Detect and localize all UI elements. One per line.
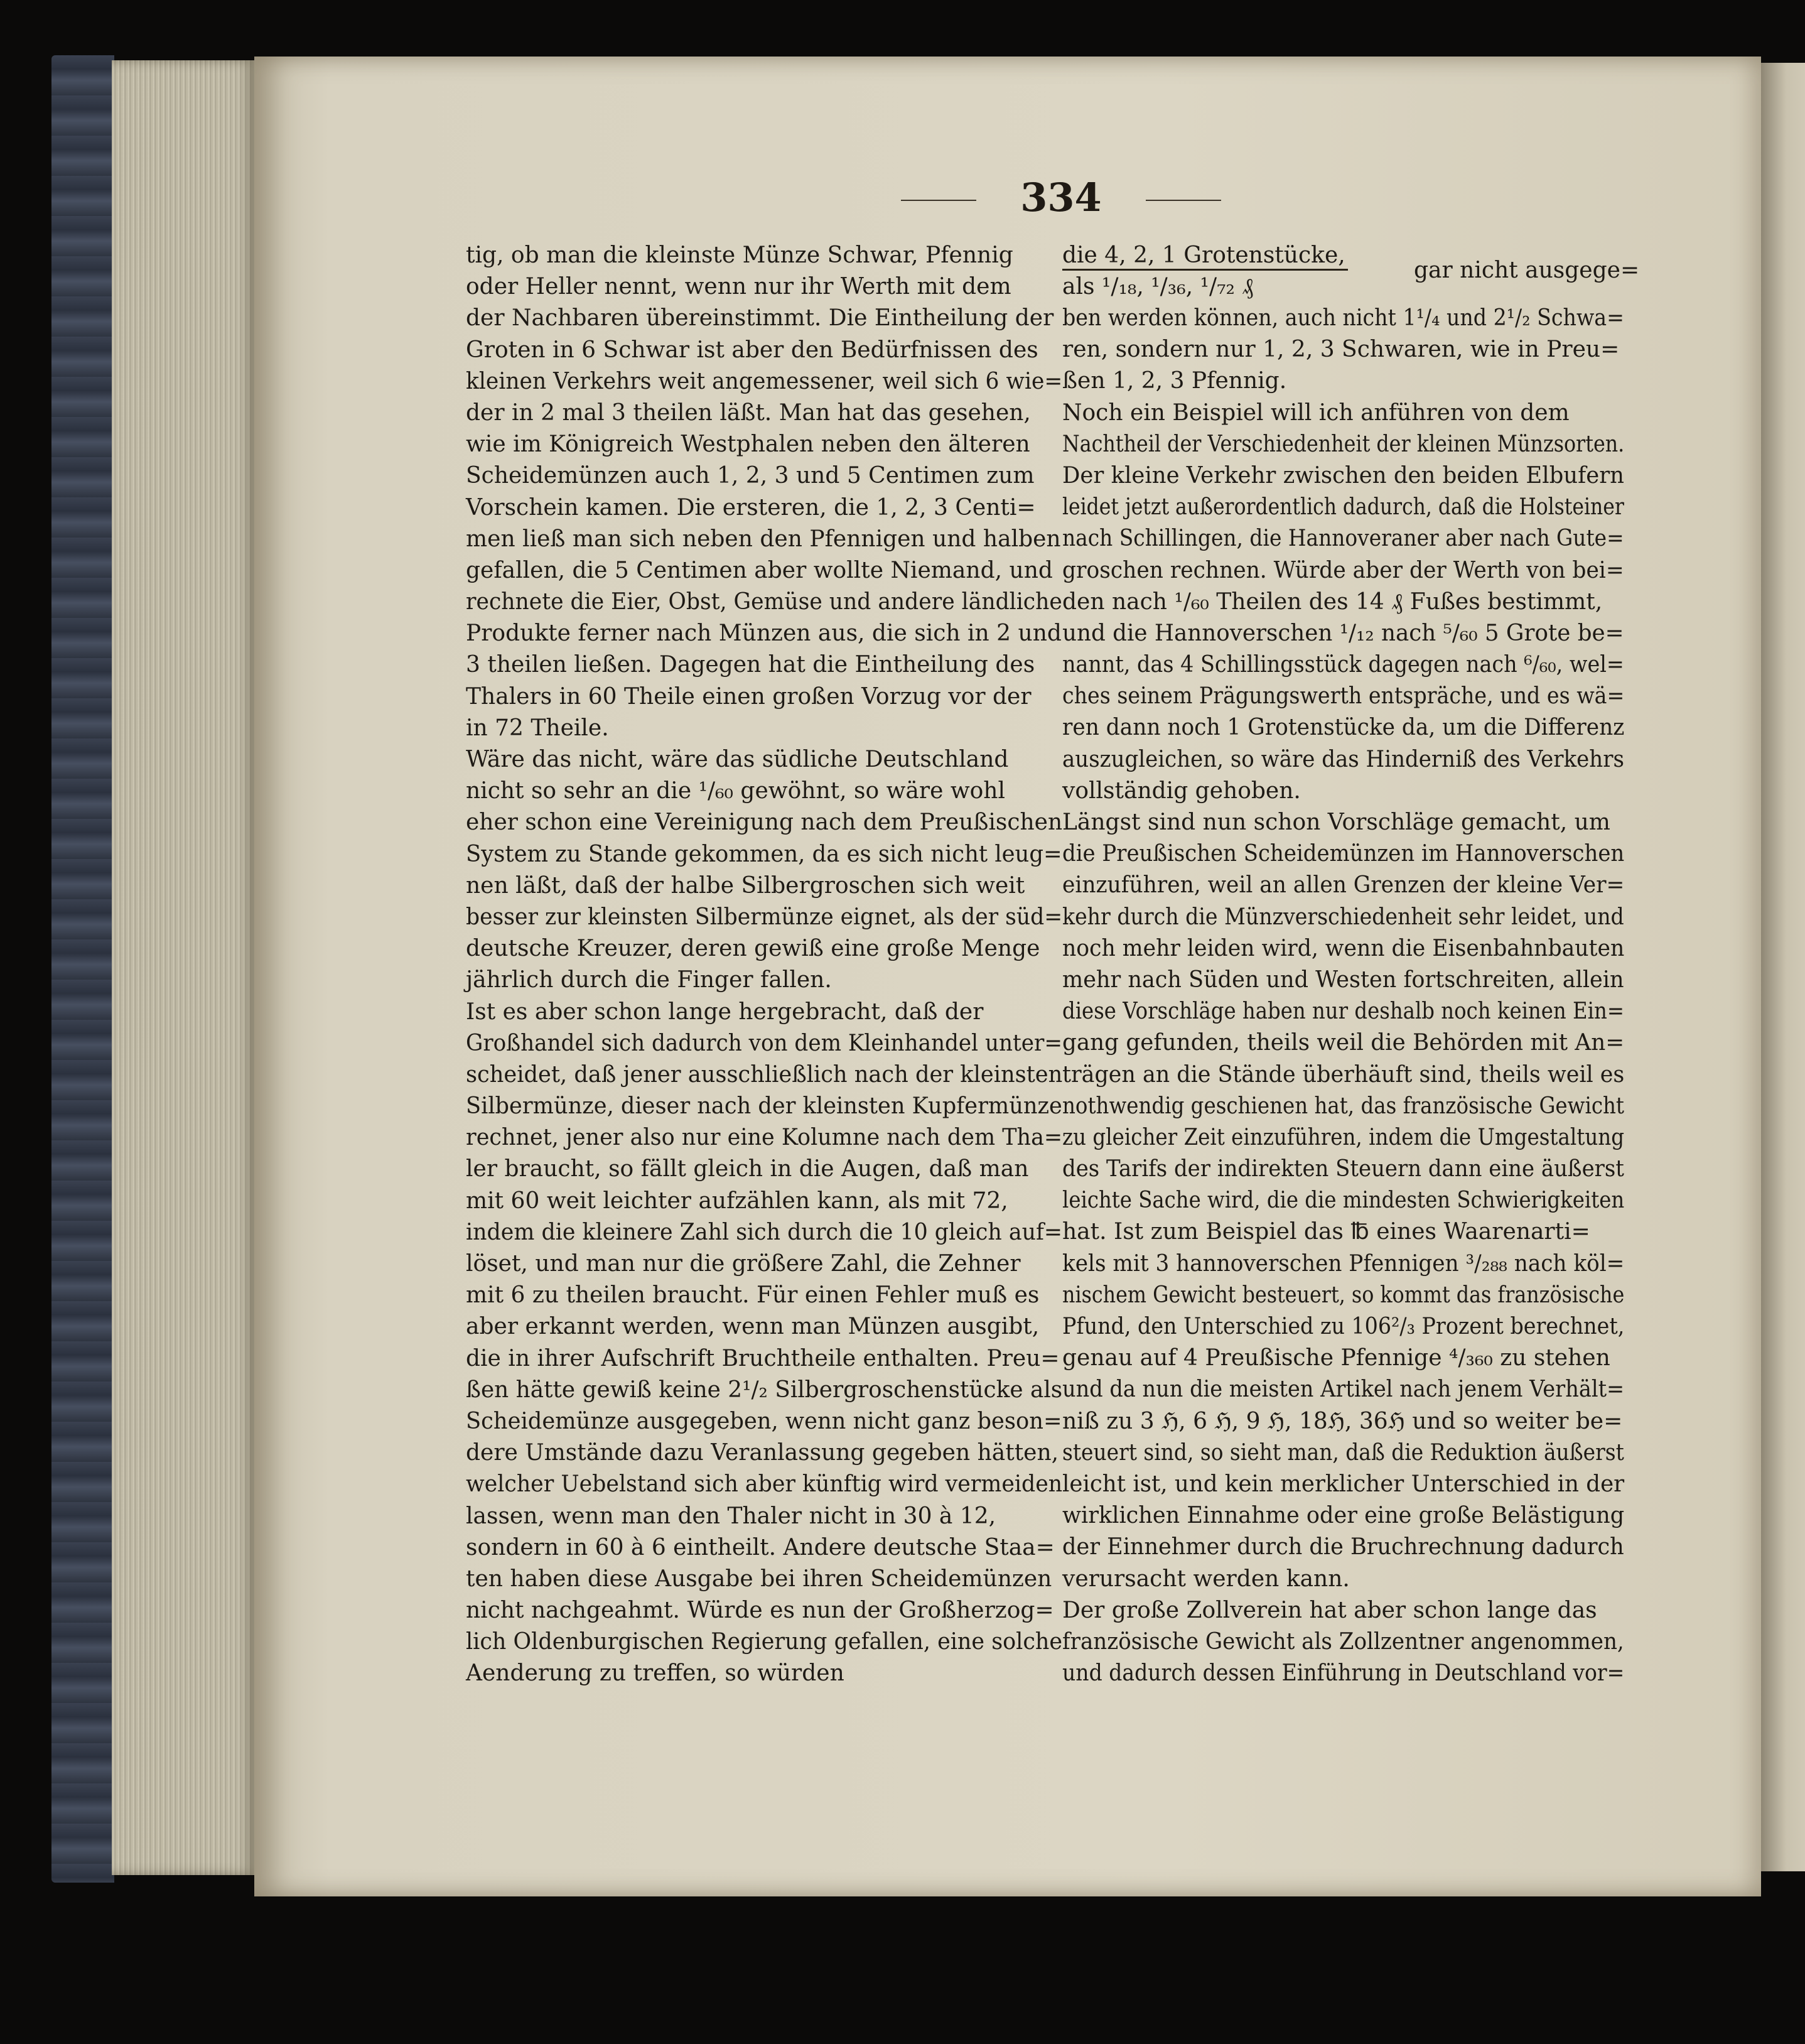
text-line: dere Umstände dazu Veranlassung gegeben hätten, xyxy=(466,1440,1059,1466)
text-line: Großhandel sich dadurch von dem Kleinhandel unter= xyxy=(466,1030,1062,1056)
fraction-numerator: die 4, 2, 1 Grotenstücke, xyxy=(1062,242,1345,268)
text-line: einzuführen, weil an allen Grenzen der kleine Ver= xyxy=(1062,872,1625,899)
text-line: die in ihrer Aufschrift Bruchtheile enthalten. Preu= xyxy=(466,1345,1060,1371)
text-line: nen läßt, daß der halbe Silbergroschen sich weit xyxy=(466,872,1025,899)
text-line: men ließ man sich neben den Pfennigen und halben xyxy=(466,526,1061,552)
text-line: oder Heller nennt, wenn nur ihr Werth mit dem xyxy=(466,274,1011,300)
text-line: leidet jetzt außerordentlich dadurch, daß die Holsteiner xyxy=(1062,494,1624,521)
header-rule-right xyxy=(1146,200,1221,201)
text-line: und da nun die meisten Artikel nach jenem Verhält= xyxy=(1062,1376,1625,1403)
text-line: nach Schillingen, die Hannoveraner aber nach Gute= xyxy=(1062,526,1624,552)
text-line: nischem Gewicht besteuert, so kommt das französische xyxy=(1062,1282,1625,1308)
right-column-lines xyxy=(1062,303,1624,1689)
text-line: Scheidemünze ausgegeben, wenn nicht ganz beson= xyxy=(466,1408,1062,1434)
fraction-tail-text: gar nicht ausgege= xyxy=(1414,257,1640,283)
text-line: rechnete die Eier, Obst, Gemüse und andere ländliche xyxy=(466,589,1062,615)
text-line: wirklichen Einnahme oder eine große Belästigung xyxy=(1062,1503,1625,1529)
fraction-bar xyxy=(1062,269,1348,271)
text-line: Nachtheil der Verschiedenheit der kleinen Münzsorten. xyxy=(1062,431,1625,457)
text-line: nannt, das 4 Schillingsstück dagegen nach ⁶/₆₀, wel= xyxy=(1062,652,1624,678)
text-line: diese Vorschläge haben nur deshalb noch keinen Ein= xyxy=(1062,998,1624,1025)
text-line: ren dann noch 1 Grotenstücke da, um die Differenz xyxy=(1062,715,1625,741)
text-line: groschen rechnen. Würde aber der Werth von bei= xyxy=(1062,557,1624,583)
coin-fraction-expression xyxy=(1062,240,1640,303)
text-line: löset, und man nur die größere Zahl, die Zehner xyxy=(466,1251,1021,1277)
text-line: tig, ob man die kleinste Münze Schwar, Pfennig xyxy=(466,242,1013,268)
text-line: nothwendig geschienen hat, das französische Gewicht xyxy=(1062,1093,1624,1119)
text-line: nicht nachgeahmt. Würde es nun der Großherzog= xyxy=(466,1598,1054,1624)
text-line: ches seinem Prägungswerth entspräche, und es wä= xyxy=(1062,683,1625,710)
text-line: verursacht werden kann. xyxy=(1062,1565,1350,1592)
text-line: Pfund, den Unterschied zu 106²/₃ Prozent berechnet, xyxy=(1062,1314,1625,1339)
text-line: Silbermünze, dieser nach der kleinsten Kupfermünze xyxy=(466,1093,1062,1120)
text-line: mehr nach Süden und Westen fortschreiten, allein xyxy=(1062,966,1624,993)
text-line: besser zur kleinsten Silbermünze eignet, als der süd= xyxy=(466,904,1063,930)
text-line: kehr durch die Münzverschiedenheit sehr leidet, und xyxy=(1062,904,1624,930)
text-line: zu gleicher Zeit einzuführen, indem die Umgestaltung xyxy=(1062,1124,1625,1150)
text-line: gang gefunden, theils weil die Behörden mit An= xyxy=(1062,1030,1625,1056)
text-line: Noch ein Beispiel will ich anführen von dem xyxy=(1062,399,1570,426)
text-line: System zu Stande gekommen, da es sich nicht leug= xyxy=(466,841,1062,867)
text-line: indem die kleinere Zahl sich durch die 10 gleich auf= xyxy=(466,1219,1063,1245)
text-line: nicht so sehr an die ¹/₆₀ gewöhnt, so wäre wohl xyxy=(466,778,1006,804)
text-line: steuert sind, so sieht man, daß die Reduktion äußerst xyxy=(1062,1439,1624,1466)
text-line: leichte Sache wird, die die mindesten Schwierigkeiten xyxy=(1062,1187,1625,1214)
text-line: Scheidemünzen auch 1, 2, 3 und 5 Centimen zum xyxy=(466,463,1035,489)
text-line: der Nachbaren übereinstimmt. Die Eintheilung der xyxy=(466,305,1054,332)
text-line: 3 theilen ließen. Dagegen hat die Eintheilung des xyxy=(466,652,1035,678)
text-line: sondern in 60 à 6 eintheilt. Andere deutsche Staa= xyxy=(466,1534,1055,1560)
text-line: Aenderung zu treffen, so würden xyxy=(466,1660,844,1687)
text-line: mit 60 weit leichter aufzählen kann, als mit 72, xyxy=(466,1187,1008,1214)
text-line: kleinen Verkehrs weit angemessener, weil sich 6 wie= xyxy=(466,368,1063,394)
text-line: den nach ¹/₆₀ Theilen des 14 ₰ Fußes bestimmt, xyxy=(1062,588,1603,615)
page-stack-edges xyxy=(112,60,257,1875)
text-line: und dadurch dessen Einführung in Deutschland vor= xyxy=(1062,1660,1625,1687)
text-line: ßen hätte gewiß keine 2¹/₂ Silbergroschenstücke als xyxy=(466,1376,1063,1403)
text-line: Vorschein kamen. Die ersteren, die 1, 2, 3 Centi= xyxy=(466,494,1036,521)
text-line: leicht ist, und kein merklicher Unterschied in der xyxy=(1062,1471,1625,1497)
text-line: Produkte ferner nach Münzen aus, die sich in 2 und xyxy=(466,620,1062,647)
text-line: eher schon eine Vereinigung nach dem Preußischen xyxy=(466,809,1063,836)
text-line: der Einnehmer durch die Bruchrechnung dadurch xyxy=(1062,1534,1624,1560)
text-line: rechnet, jener also nur eine Kolumne nach dem Tha= xyxy=(466,1125,1063,1151)
text-line: ler braucht, so fällt gleich in die Augen, daß man xyxy=(466,1156,1029,1182)
text-line: ren, sondern nur 1, 2, 3 Schwaren, wie in Preu= xyxy=(1062,337,1620,363)
text-line: auszugleichen, so wäre das Hinderniß des Verkehrs xyxy=(1062,746,1624,772)
text-line: trägen an die Stände überhäuft sind, theils weil es xyxy=(1062,1061,1625,1088)
text-line: Wäre das nicht, wäre das südliche Deutschland xyxy=(466,747,1009,772)
text-line: vollständig gehoben. xyxy=(1062,777,1301,804)
text-line: lassen, wenn man den Thaler nicht in 30 à 12, xyxy=(466,1503,996,1529)
left-text-column xyxy=(466,240,1062,1690)
text-line: Längst sind nun schon Vorschläge gemacht, um xyxy=(1062,809,1610,835)
text-line: deutsche Kreuzer, deren gewiß eine große Menge xyxy=(466,936,1040,962)
fraction-denominator: als ¹/₁₈, ¹/₃₆, ¹/₇₂ ₰ xyxy=(1062,274,1254,300)
text-line: jährlich durch die Finger fallen. xyxy=(466,967,832,993)
page-header xyxy=(898,175,1224,225)
text-line: Groten in 6 Schwar ist aber den Bedürfnissen des xyxy=(466,337,1038,363)
text-line: scheidet, daß jener ausschließlich nach der kleinsten xyxy=(466,1061,1063,1088)
text-line: ßen 1, 2, 3 Pfennig. xyxy=(1062,368,1287,394)
text-line: Der große Zollverein hat aber schon lange das xyxy=(1062,1597,1597,1623)
text-line: lich Oldenburgischen Regierung gefallen, eine solche xyxy=(466,1629,1063,1655)
text-line: ben werden können, auch nicht 1¹/₄ und 2¹/₂ Schwa= xyxy=(1062,305,1624,331)
text-line: aber erkannt werden, wenn man Münzen ausgibt, xyxy=(466,1314,1040,1340)
text-line: die Preußischen Scheidemünzen im Hannoverschen xyxy=(1062,841,1625,867)
text-line: Ist es aber schon lange hergebracht, daß der xyxy=(466,998,984,1025)
text-line: kels mit 3 hannoverschen Pfennigen ³/₂₈₈ nach köl= xyxy=(1062,1250,1625,1277)
text-line: der in 2 mal 3 theilen läßt. Man hat das gesehen, xyxy=(466,399,1031,426)
text-line: Der kleine Verkehr zwischen den beiden Elbufern xyxy=(1062,462,1624,489)
facing-page-edge xyxy=(1761,63,1805,1871)
text-line: und die Hannoverschen ¹/₁₂ nach ⁵/₆₀ 5 Grote be= xyxy=(1062,620,1624,646)
text-line: ten haben diese Ausgabe bei ihren Scheidemünzen xyxy=(466,1565,1052,1592)
text-line: gefallen, die 5 Centimen aber wollte Niemand, und xyxy=(466,557,1053,583)
text-line: niß zu 3 ℌ, 6 ℌ, 9 ℌ, 18ℌ, 36ℌ und so weiter be= xyxy=(1062,1408,1623,1434)
text-line: des Tarifs der indirekten Steuern dann eine äußerst xyxy=(1062,1156,1624,1182)
text-line: noch mehr leiden wird, wenn die Eisenbahnbauten xyxy=(1062,935,1625,961)
page-number: 334 xyxy=(1020,175,1102,220)
text-line: genau auf 4 Preußische Pfennige ⁴/₃₆₀ zu stehen xyxy=(1062,1345,1610,1371)
text-line: französische Gewicht als Zollzentner angenommen, xyxy=(1062,1628,1624,1655)
right-text-column xyxy=(1062,240,1640,1689)
text-line: in 72 Theile. xyxy=(466,715,609,741)
text-line: wie im Königreich Westphalen neben den älteren xyxy=(466,431,1030,458)
book-cover-edge xyxy=(51,55,114,1883)
text-line: welcher Uebelstand sich aber künftig wird vermeiden xyxy=(466,1471,1063,1498)
text-line: hat. Ist zum Beispiel das ℔ eines Waarenarti= xyxy=(1062,1219,1590,1245)
text-line: mit 6 zu theilen braucht. Für einen Fehler muß es xyxy=(466,1282,1040,1309)
text-line: Thalers in 60 Theile einen großen Vorzug vor der xyxy=(466,683,1032,710)
